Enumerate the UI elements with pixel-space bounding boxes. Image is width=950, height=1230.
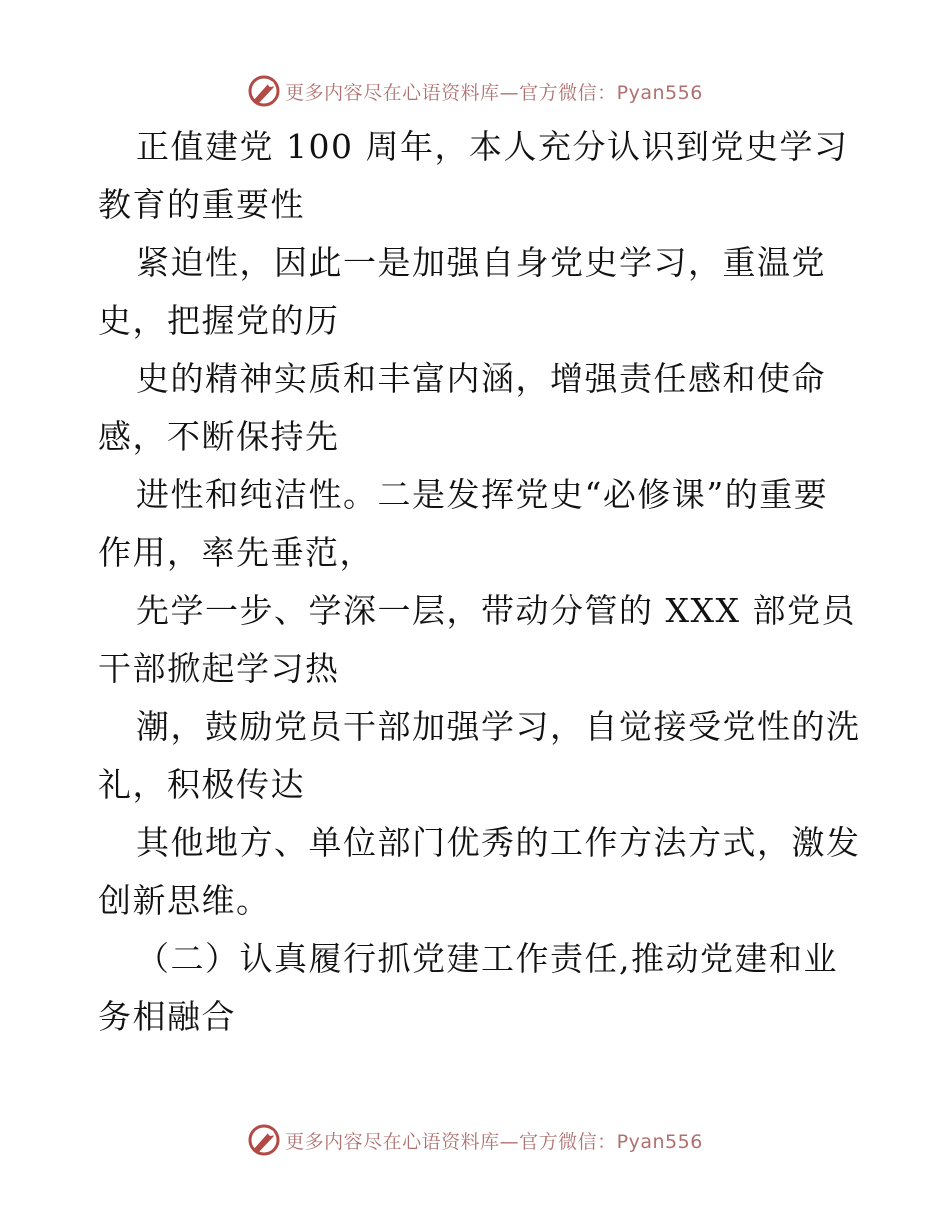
pen-seal-logo-icon — [247, 1123, 281, 1157]
text-line: 其他地方、单位部门优秀的工作方法方式，激发 — [136, 823, 861, 862]
text-line: 干部掀起学习热 — [98, 649, 340, 688]
text-line: 感，不断保持先 — [98, 417, 340, 456]
header-banner — [0, 71, 950, 111]
banner-text: 更多内容尽在心语资料库—官方微信：Pyan556 — [285, 1130, 703, 1153]
text-line: 进性和纯洁性。二是发挥党史“必修课”的重要 — [136, 475, 829, 514]
text-line: 先学一步、学深一层，带动分管的 XXX 部党员 — [136, 591, 856, 630]
pen-seal-logo-icon — [247, 74, 281, 108]
text-line: 史，把握党的历 — [98, 301, 340, 340]
text-line: 作用，率先垂范， — [98, 533, 374, 572]
banner-text: 更多内容尽在心语资料库—官方微信：Pyan556 — [285, 81, 703, 104]
text-line: 紧迫性，因此一是加强自身党史学习，重温党 — [136, 243, 826, 282]
text-line: 教育的重要性 — [98, 185, 305, 224]
text-line: 创新思维。 — [98, 881, 271, 920]
text-line: 正值建党 100 周年，本人充分认识到党史学习 — [136, 127, 849, 166]
document-body — [98, 118, 861, 1046]
text-line: 史的精神实质和丰富内涵，增强责任感和使命 — [136, 359, 826, 398]
text-line: 礼，积极传达 — [98, 765, 305, 804]
section-heading: 务相融合 — [98, 997, 236, 1036]
section-heading: （二）认真履行抓党建工作责任,推动党建和业 — [136, 939, 838, 978]
text-line: 潮，鼓励党员干部加强学习，自觉接受党性的洗 — [136, 707, 861, 746]
footer-banner — [0, 1120, 950, 1160]
